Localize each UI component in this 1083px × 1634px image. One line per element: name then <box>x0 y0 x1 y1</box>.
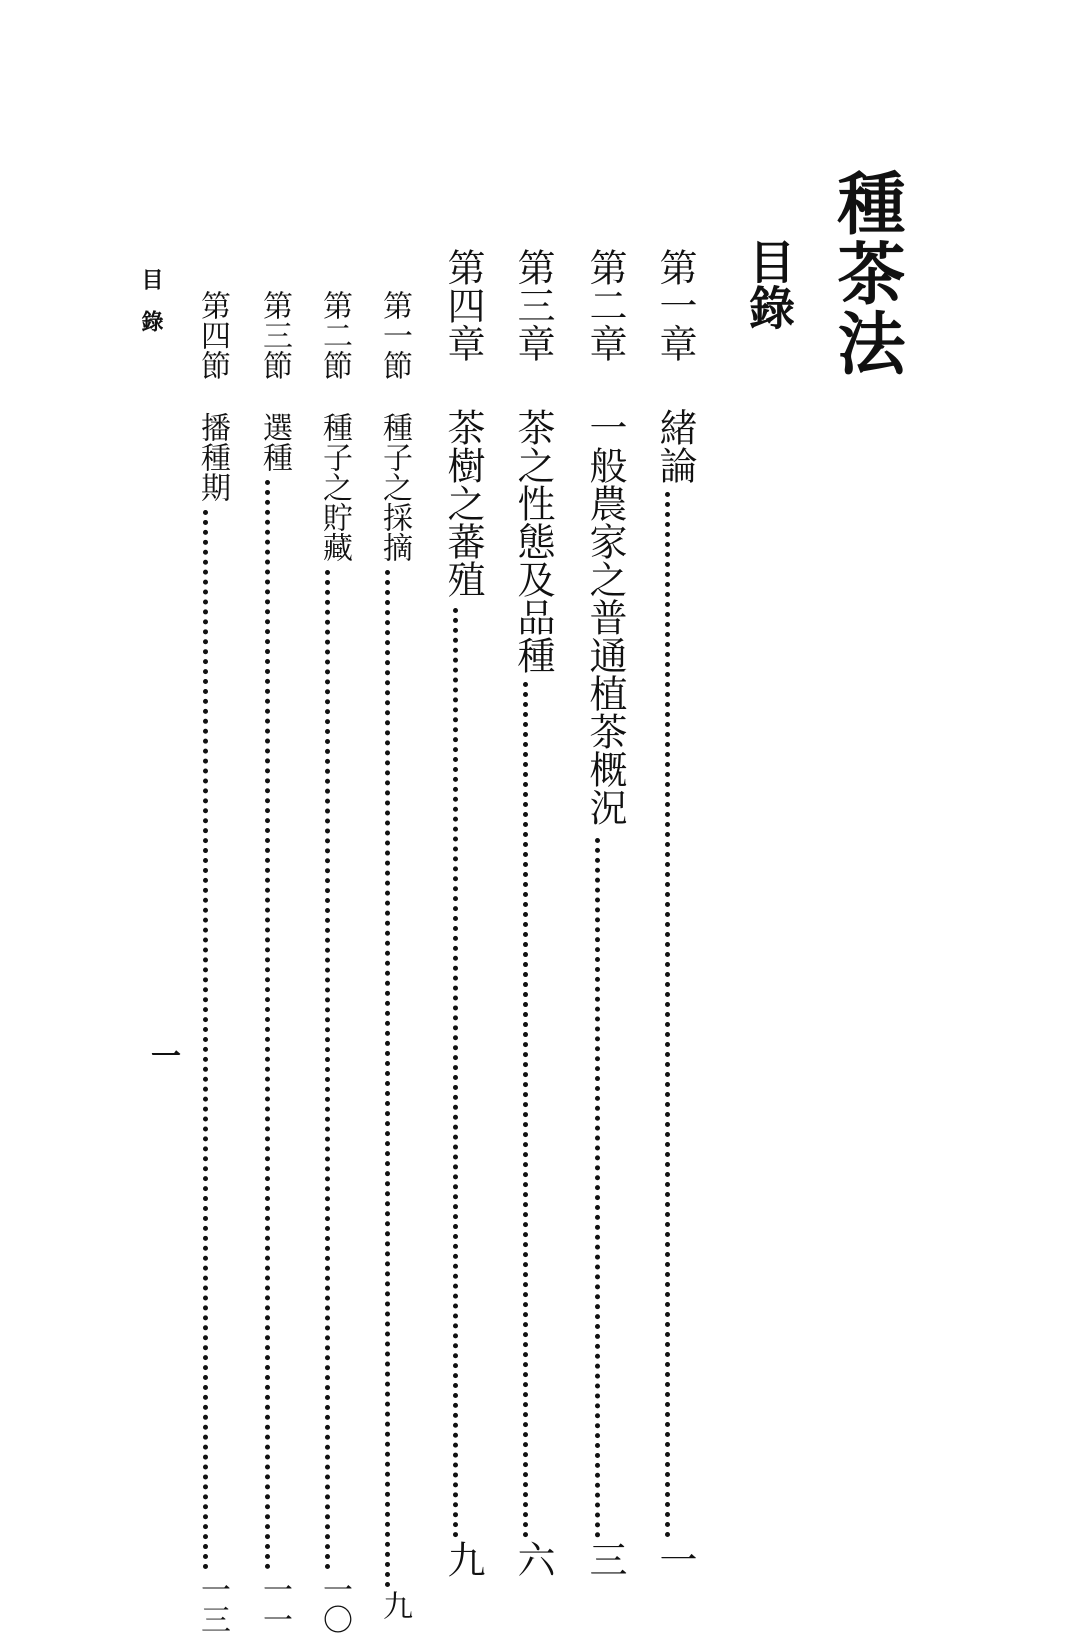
chapter-label: 第四章 <box>441 248 485 362</box>
section-label: 第三節 <box>257 290 292 380</box>
chapter-page: 三 <box>583 1540 627 1578</box>
section-page: 九 <box>377 1590 412 1620</box>
dot-leader <box>265 480 270 1570</box>
chapter-title: 一般農家之普通植茶概況 <box>583 408 627 826</box>
section-page: 一〇 <box>317 1574 352 1634</box>
section-label: 第四節 <box>195 290 230 380</box>
chapter-label: 第二章 <box>583 248 627 362</box>
section-title: 選種 <box>257 412 292 472</box>
chapter-page: 六 <box>511 1540 555 1578</box>
chapter-title: 緒論 <box>653 408 697 484</box>
page-number: 一 <box>145 1040 180 1070</box>
dot-leader <box>453 608 458 1538</box>
dot-leader <box>665 492 670 1538</box>
chapter-label: 第一章 <box>653 248 697 362</box>
dot-leader <box>595 838 600 1538</box>
section-title: 種子之貯藏 <box>317 412 352 562</box>
dot-leader <box>325 570 330 1570</box>
chapter-page: 九 <box>441 1540 485 1578</box>
section-page: 一三 <box>195 1574 230 1634</box>
section-label: 第一節 <box>377 290 412 380</box>
chapter-label: 第三章 <box>511 248 555 362</box>
section-title: 播種期 <box>195 412 230 502</box>
section-title: 種子之採摘 <box>377 412 412 562</box>
chapter-title: 茶之性態及品種 <box>511 408 555 674</box>
dot-leader <box>203 510 208 1570</box>
dot-leader <box>523 682 528 1538</box>
section-page: 一一 <box>257 1574 292 1634</box>
dot-leader <box>385 570 390 1588</box>
section-label: 第二節 <box>317 290 352 380</box>
chapter-page: 一 <box>653 1540 697 1578</box>
running-head: 目錄 <box>138 268 164 352</box>
toc-heading: 目錄 <box>742 238 796 330</box>
book-title: 種茶法 <box>826 168 906 378</box>
chapter-title: 茶樹之蕃殖 <box>441 408 485 598</box>
